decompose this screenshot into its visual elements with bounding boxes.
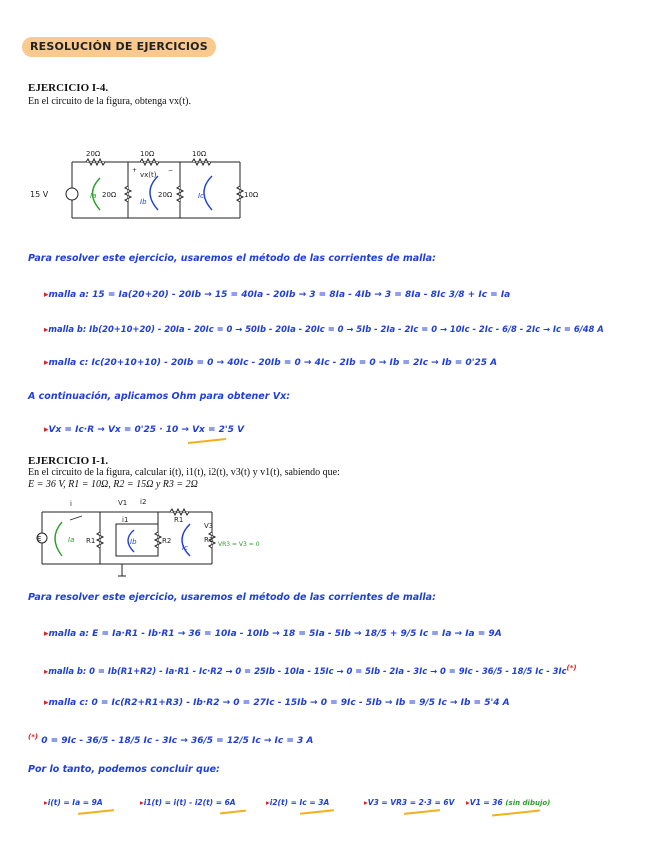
vx-plus: + [132, 167, 138, 174]
v1-label: V1 [118, 499, 128, 507]
ex1-intro: Para resolver este ejercicio, usaremos el método de las corrientes de malla: [28, 253, 436, 264]
ex2-result-5: ▸V1 = 36 (sin dibujo) [466, 798, 551, 807]
exercise-2-statement: En el circuito de la figura, calcular i(t), i1(t), i2(t), v3(t) y v1(t), sabiendo que: [28, 467, 340, 478]
ex2-result-4: ▸V3 = VR3 = 2·3 = 6V [364, 798, 455, 807]
ex1-malla-c: ▸malla c: Ic(20+10+10) - 20Ib = 0 → 40Ic - 20Ib = 0 → 4Ic - 2Ib = 0 → Ib = 2Ic → Ib = 0'25 A [44, 358, 498, 368]
r-top1-label: 20Ω [86, 150, 101, 158]
r3-label: R3 [204, 536, 214, 544]
result-i1: i1(t) = i(t) - i2(t) = 6A [143, 798, 236, 807]
malla-c-eq: Ic(20+10+10) - 20Ib = 0 → 40Ic - 20Ib = 0 → 4Ic - 2Ib = 0 → Ib = 2Ic → Ib = 0'25 A [91, 358, 498, 368]
exercise-2-given: E = 36 V, R1 = 10Ω, R2 = 15Ω y R3 = 2Ω [28, 479, 198, 490]
malla2-c-eq: 0 = Ic(R2+R1+R3) - Ib·R2 → 0 = 27Ic - 15Ib → 0 = 9Ic - 5Ib → Ib = 9/5 Ic → Ib = 5'4 A [91, 698, 510, 708]
result-i1-underline [220, 810, 246, 815]
ex2-malla-b: ▸malla b: 0 = Ib(R1+R2) - Ia·R1 - Ic·R2 → 0 = 25Ib - 10Ia - 15Ic → 0 = 5Ib - 2Ia - 3Ic → 0 = 9Ic - 36/5 - 18/5 Ic - 3Ic(*) [44, 664, 577, 676]
r1a-label: R1 [86, 537, 96, 545]
exercise-1-title: EJERCICIO I-4. [28, 82, 109, 94]
i-label: i [70, 500, 72, 508]
v3-label: V3 [204, 522, 214, 530]
ex1-result-eq: Vx = Ic·R → Vx = 0'25 · 10 → Vx = 2'5 V [48, 425, 245, 435]
malla2-a-eq: E = Ia·R1 - Ib·R1 → 36 = 10Ia - 10Ib → 18 = 5Ia - 5Ib → 18/5 + 9/5 Ic = Ia → Ia = 9A [92, 629, 502, 639]
ex2-intro: Para resolver este ejercicio, usaremos el método de las corrientes de malla: [28, 592, 436, 603]
ex2-result-1: ▸i(t) = Ia = 9A [44, 798, 103, 807]
result-i2: i2(t) = Ic = 3A [269, 798, 330, 807]
result-v3: V3 = VR3 = 2·3 = 6V [367, 798, 455, 807]
mesh2-a-label: Ia [68, 536, 75, 544]
ex2-star-line [28, 731, 313, 747]
result-i-underline [78, 809, 114, 815]
malla2-a-label: malla a: [48, 629, 90, 639]
malla2-b-eq: 0 = Ib(R1+R2) - Ia·R1 - Ic·R2 → 0 = 25Ib - 10Ia - 15Ic → 0 = 5Ib - 2Ia - 3Ic → 0 = 9Ic - 36/5 - 18/5 Ic - 3Ic [89, 665, 567, 676]
result-i2-underline [300, 809, 334, 815]
malla-b-label: malla b: [48, 324, 87, 334]
r1b-label: R1 [174, 516, 184, 524]
ex2-malla-a: ▸malla a: E = Ia·R1 - Ib·R1 → 36 = 10Ia - 10Ib → 18 = 5Ia - 5Ib → 18/5 + 9/5 Ic = Ia → Ia = 9A [44, 629, 502, 639]
ex2-result-3: ▸i2(t) = Ic = 3A [266, 798, 330, 807]
vx-minus: − [168, 167, 174, 174]
malla-a-label: malla a: [48, 290, 90, 300]
mesh2-a-arrow [55, 522, 62, 556]
star-eq: 0 = 9Ic - 36/5 - 18/5 Ic - 3Ic → 36/5 = 12/5 Ic → Ic = 3 A [41, 736, 314, 746]
circuit-1-diagram [30, 148, 260, 228]
r2-label: R2 [162, 537, 172, 545]
exercise-1-statement: En el circuito de la figura, obtenga vx(t). [28, 96, 191, 107]
exercise-2-title: EJERCICIO I-1. [28, 455, 109, 467]
r-right-label: 10Ω [244, 191, 259, 199]
circuit-2-diagram [22, 494, 272, 584]
result-v1: V1 = 36 [469, 798, 503, 807]
result-v1-note: (sin dibujo) [505, 799, 551, 807]
section-title: RESOLUCIÓN DE EJERCICIOS [22, 37, 216, 57]
mesh-a-label: Ia [90, 192, 97, 200]
vr3-note: VR3 = V3 = 0 [218, 541, 260, 548]
r-mid2-label: 20Ω [158, 191, 173, 199]
mesh-c-label: Ic [198, 192, 204, 200]
malla-b-eq: Ib(20+10+20) - 20Ia - 20Ic = 0 → 50Ib - 20Ia - 20Ic = 0 → 5Ib - 2Ia - 2Ic = 0 → 10Ic - 2Ic - 6/8 - 2Ic → Ic = 6/48 A [89, 324, 604, 334]
r-top3-label: 10Ω [192, 150, 207, 158]
mesh-c-arrow [204, 176, 212, 210]
ex1-malla-b: ▸malla b: Ib(20+10+20) - 20Ia - 20Ic = 0 → 50Ib - 20Ia - 20Ic = 0 → 5Ib - 2Ia - 2Ic = 0 → 10Ic - 2Ic - 6/8 - 2Ic → Ic = 6/48 A [44, 324, 604, 334]
ex2-malla-c: ▸malla c: 0 = Ic(R2+R1+R3) - Ib·R2 → 0 = 27Ic - 15Ib → 0 = 9Ic - 5Ib → Ib = 9/5 Ic → Ib = 5'4 A [44, 698, 510, 708]
malla2-b-ref: (*) [566, 664, 577, 672]
r-mid1-label: 20Ω [102, 191, 117, 199]
mesh-b-arrow [150, 176, 158, 210]
result-i: i(t) = Ia = 9A [47, 798, 103, 807]
ex1-ohm-intro: A continuación, aplicamos Ohm para obtener Vx: [28, 391, 291, 402]
ex2-result-2: ▸i1(t) = i(t) - i2(t) = 6A [140, 798, 236, 807]
ex1-result-underline [188, 438, 226, 444]
source-label: 15 V [30, 190, 49, 199]
ex2-conclude: Por lo tanto, podemos concluir que: [28, 764, 220, 775]
ex1-malla-a: ▸malla a: 15 = Ia(20+20) - 20Ib → 15 = 40Ia - 20Ib → 3 = 8Ia - 4Ib → 3 = 8Ia - 8Ic 3/8 + Ic = Ia [44, 290, 511, 300]
vx-label: vx(t) [140, 171, 157, 179]
result-v3-underline [404, 809, 440, 815]
i1-label: i1 [122, 516, 129, 524]
malla-a-eq: 15 = Ia(20+20) - 20Ib → 15 = 40Ia - 20Ib → 3 = 8Ia - 4Ib → 3 = 8Ia - 8Ic 3/8 + Ic = Ia [92, 290, 511, 300]
malla2-b-label: malla b: [48, 665, 87, 676]
malla-c-label: malla c: [48, 358, 89, 368]
mesh2-b-label: Ib [130, 538, 137, 546]
mesh-b-label: Ib [140, 198, 147, 206]
result-v1-underline [492, 809, 540, 816]
i2-label: i2 [140, 498, 147, 506]
ex1-result: ▸Vx = Ic·R → Vx = 0'25 · 10 → Vx = 2'5 V [44, 425, 245, 435]
star-ref: (*) [28, 733, 39, 741]
mesh2-c-label: Ic [182, 544, 188, 552]
e-label: E [37, 535, 42, 543]
r-top2-label: 10Ω [140, 150, 155, 158]
malla2-c-label: malla c: [48, 698, 89, 708]
